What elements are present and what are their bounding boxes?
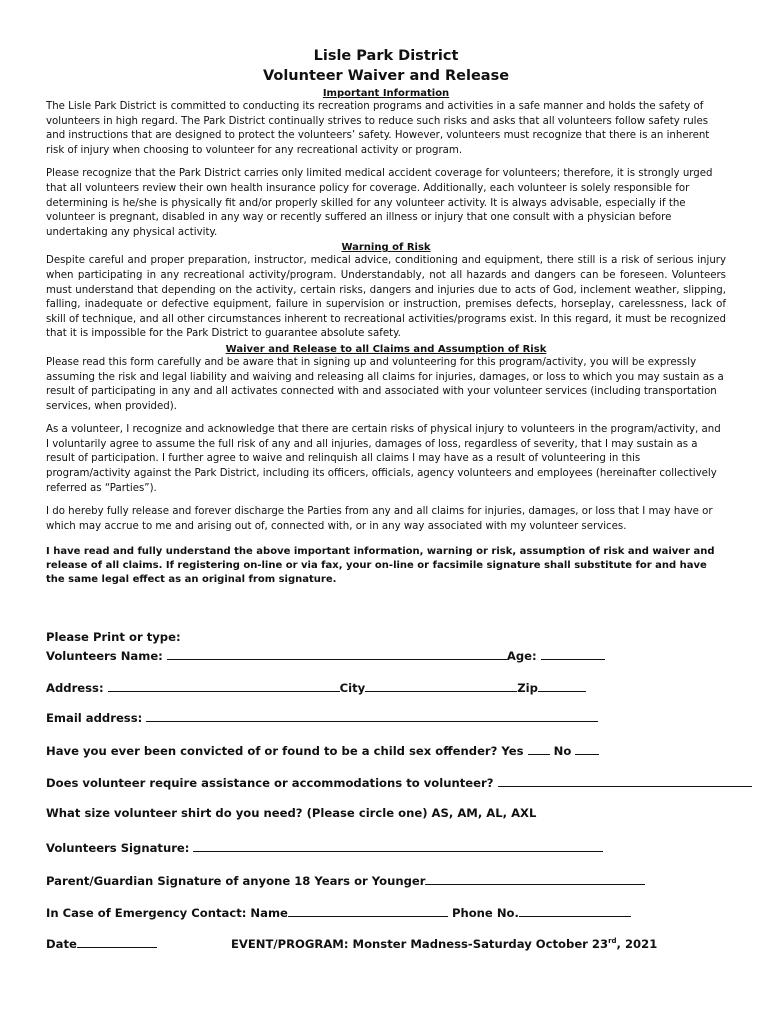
city-label: City — [339, 681, 366, 695]
volunteer-signature-label: Volunteers Signature: — [46, 841, 190, 855]
volunteer-name-field[interactable] — [167, 647, 507, 660]
phone-field[interactable] — [519, 904, 631, 917]
zip-field[interactable] — [538, 679, 586, 692]
waiver-paragraph-1: Please read this form carefully and be aware that in signing up and volunteering for this program/activity, you will be expressly assuming the risk and legal liability and waiving and releasing all claims for injuries, damages, or loss to which you may sustain as a result of participating in any and all activates connected with and associated with your volunteer services (including transportation services, when provided). — [46, 356, 724, 412]
document-title-line1: Lisle Park District — [313, 48, 459, 64]
date-event-row — [46, 935, 657, 951]
address-label: Address: — [46, 681, 104, 695]
email-label: Email address: — [46, 711, 143, 725]
zip-label: Zip — [517, 681, 538, 695]
event-year: , 2021 — [616, 937, 658, 951]
emergency-contact-field[interactable] — [288, 904, 448, 917]
warning-of-risk-heading: Warning of Risk — [341, 242, 431, 254]
waiver-document — [46, 46, 726, 587]
important-information-heading: Important Information — [322, 88, 450, 99]
event-date-suffix: rd — [608, 937, 617, 946]
offender-yes-label: Yes — [501, 744, 524, 758]
waiver-paragraph-3: I do hereby fully release and forever discharge the Parties from any and all claims for injuries, damages, or loss that I may have or which may accrue to me and arising out of, connected with, or in any way associated with my volunteer services. — [46, 506, 713, 532]
guardian-signature-label: Parent/Guardian Signature of anyone 18 Years or Younger — [46, 874, 426, 888]
offender-question: Have you ever been convicted of or found to be a child sex offender? — [46, 744, 498, 758]
waiver-paragraph-2: As a volunteer, I recognize and acknowledge that there are certain risks of physical injury to volunteers in the program/activity, and I voluntarily agree to assume the full risk of any and all injuries, damages of loss, regardless of severity, that I may sustain as a result of participation. I further agree to waive and relinquish all claims I may have as a result of volunteering in this program/activity against the Park District, including its officers, officials, agency volunteers and employees (hereinafter collectively referred as “Parties”). — [46, 424, 721, 494]
volunteer-signature-field[interactable] — [193, 839, 603, 852]
guardian-signature-row — [46, 872, 645, 888]
email-field[interactable] — [146, 709, 598, 722]
important-information-paragraph-1: The Lisle Park District is committed to conducting its recreation programs and activities in a safe manner and holds the safety of volunteers in high regard. The Park District continually strives to reduce such risks and asks that all volunteers follow safety rules and instructions that are designed to protect the volunteers’ safety. However, volunteers must recognize that there is an inherent risk of injury when choosing to volunteer for any recreational activity or program. — [46, 101, 710, 156]
acknowledgement-paragraph: I have read and fully understand the above important information, warning or risk, assumption of risk and waiver and release of all claims. If registering on-line or via fax, your on-line or facsimile signature shall substitute for and have the same legal effect as an original from signature. — [46, 546, 715, 586]
assistance-question: Does volunteer require assistance or accommodations to volunteer? — [46, 776, 494, 790]
document-title-line2: Volunteer Waiver and Release — [262, 68, 510, 84]
assistance-row — [46, 774, 752, 790]
waiver-release-heading: Waiver and Release to all Claims and Assumption of Risk — [225, 343, 547, 355]
offender-row — [46, 742, 599, 758]
assistance-field[interactable] — [498, 774, 752, 787]
date-field[interactable] — [77, 935, 157, 948]
address-row — [46, 679, 586, 695]
offender-no-field[interactable] — [575, 742, 599, 755]
offender-no-label: No — [553, 744, 572, 758]
important-information-paragraph-2: Please recognize that the Park District carries only limited medical accident coverage for volunteers; therefore, it is strongly urged that all volunteers review their own health insurance policy for coverage. Additionally, each volunteer is solely responsible for determining is he/she is physically fit and/or properly skilled for any volunteer activity. It is always advisable, especially if the volunteer is pregnant, disabled in any way or recently suffered an illness or injury that one consult with a physician before undertaking any physical activity. — [46, 168, 713, 238]
email-row — [46, 709, 598, 725]
age-field[interactable] — [541, 647, 605, 660]
date-label: Date — [46, 937, 77, 951]
warning-of-risk-paragraph: Despite careful and proper preparation, instructor, medical advice, conditioning and equipment, there still is a risk of serious injury when participating in any recreational activity/program. Understandably, not all hazards and dangers can be foreseen. Volunteers must understand that depending on the activity, certain risks, dangers and injuries due to acts of God, inclement weather, slipping, falling, inadequate or defective equipment, failure in supervision or instruction, premises defects, horseplay, carelessness, lack of skill of technique, and all other circumstances inherent to recreational activities/programs exist. In this regard, it must be recognized that it is impossible for the Park District to guarantee absolute safety. — [46, 255, 726, 340]
signature-row — [46, 839, 603, 855]
event-label: EVENT/PROGRAM: — [230, 937, 349, 951]
city-field[interactable] — [365, 679, 517, 692]
address-field[interactable] — [108, 679, 340, 692]
volunteer-name-label: Volunteers Name: — [46, 649, 163, 663]
print-instruction: Please Print or type: — [46, 630, 181, 644]
age-label: Age: — [506, 649, 537, 663]
emergency-contact-row — [46, 904, 631, 920]
emergency-contact-label: In Case of Emergency Contact: Name — [46, 906, 288, 920]
event-value: Monster Madness-Saturday October 23 — [352, 937, 609, 951]
shirt-size-row[interactable]: What size volunteer shirt do you need? (Please circle one) AS, AM, AL, AXL — [46, 806, 537, 820]
offender-yes-field[interactable] — [528, 742, 550, 755]
phone-label: Phone No. — [451, 906, 519, 920]
volunteer-name-row — [46, 647, 605, 663]
guardian-signature-field[interactable] — [425, 872, 645, 885]
